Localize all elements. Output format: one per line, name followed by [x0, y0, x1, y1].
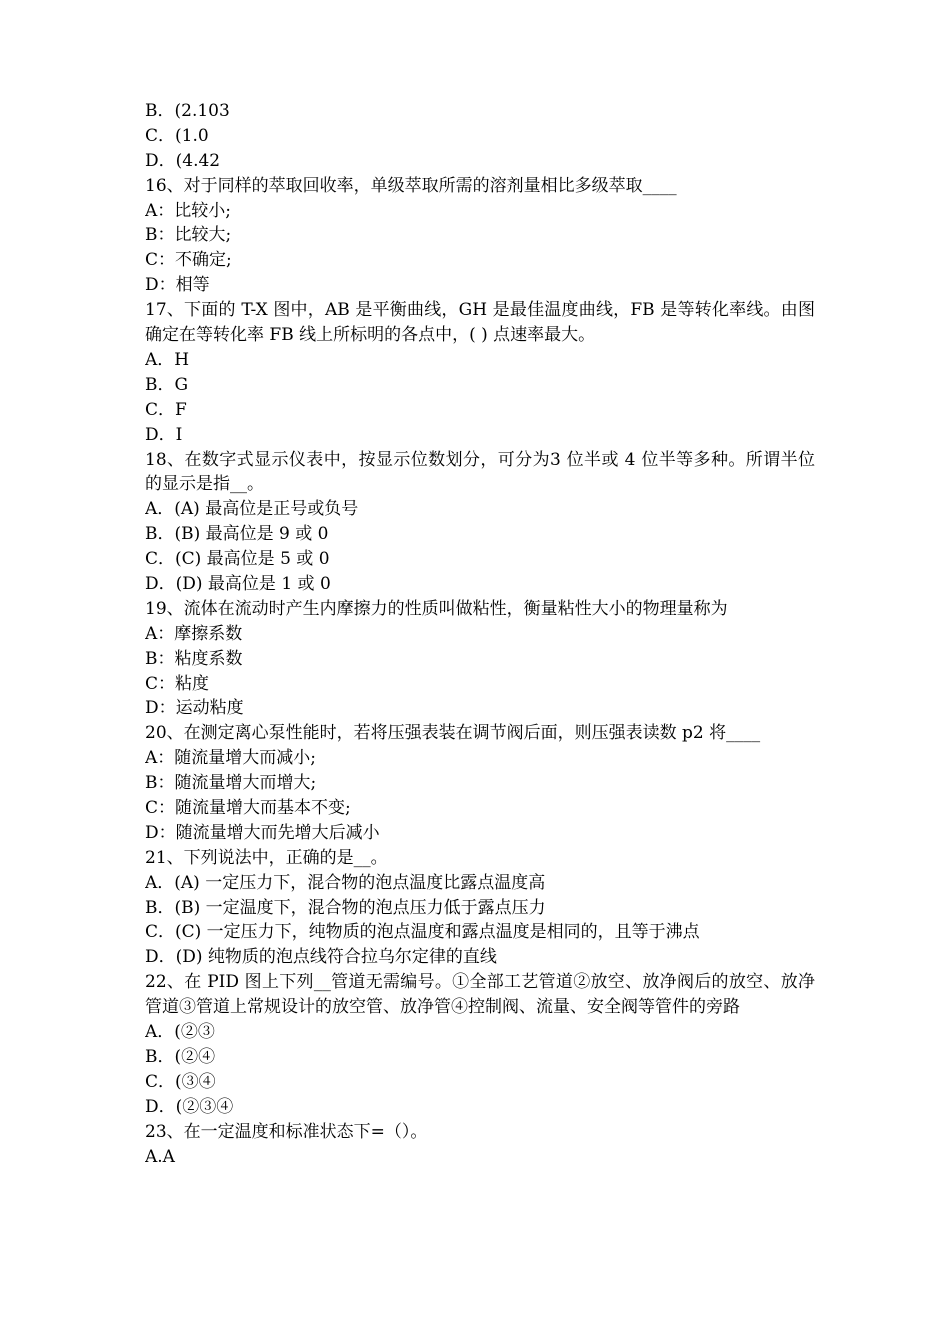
option-line: B．(2.103 [145, 101, 230, 121]
option-line: A：摩擦系数 [145, 623, 243, 644]
option-line: C：粘度 [145, 673, 210, 694]
document-page [145, 99, 815, 1169]
option-line: A．(②③ [145, 1022, 215, 1043]
option-line: D．(D) 纯物质的泡点线符合拉乌尔定律的直线 [145, 947, 497, 968]
option-line: B．(B) 最高位是 9 或 0 [145, 524, 329, 545]
option-line: D．(4.42 [145, 150, 221, 171]
question-23: 23、在一定温度和标准状态下=（）。 [145, 1121, 428, 1142]
option-line: D：运动粘度 [145, 698, 244, 719]
option-line: C．(③④ [145, 1071, 216, 1092]
option-line: A：随流量增大而减小; [145, 748, 317, 769]
option-line: B：比较大; [145, 225, 232, 246]
option-line: B：随流量增大而增大; [145, 773, 317, 794]
question-20: 20、在测定离心泵性能时，若将压强表装在调节阀后面，则压强表读数 p2 将____ [145, 723, 761, 744]
option-line: D：相等 [145, 275, 210, 296]
option-line: D．I [145, 424, 183, 445]
option-line: A．(A) 一定压力下，混合物的泡点温度比露点温度高 [145, 872, 546, 893]
option-line: C．(C) 一定压力下，纯物质的泡点温度和露点温度是相同的，且等于沸点 [145, 922, 700, 943]
option-line: C．(C) 最高位是 5 或 0 [145, 549, 330, 570]
question-22: 22、在 PID 图上下列__管道无需编号。①全部工艺管道②放空、放净阀后的放空、放净管道③管道上常规设计的放空管、放净管④控制阀、流量、安全阀等管件的旁路 [145, 972, 815, 1018]
option-line: B．G [145, 374, 189, 395]
option-line: A．H [145, 349, 190, 370]
question-21: 21、下列说法中，正确的是__。 [145, 847, 388, 868]
option-line: D：随流量增大而先增大后减小 [145, 822, 380, 843]
option-line: B．(B) 一定温度下，混合物的泡点压力低于露点压力 [145, 897, 546, 918]
option-line: D．(②③④ [145, 1096, 234, 1117]
option-line: C．F [145, 399, 187, 420]
question-17: 17、下面的 T-X 图中，AB 是平衡曲线，GH 是最佳温度曲线，FB 是等转化率线。由图确定在等转化率 FB 线上所标明的各点中，( ) 点速率最大。 [145, 300, 815, 346]
option-line: D．(D) 最高位是 1 或 0 [145, 573, 331, 594]
option-line: A．(A) 最高位是正号或负号 [145, 499, 359, 520]
option-line: C．(1.0 [145, 125, 209, 146]
question-19: 19、流体在流动时产生内摩擦力的性质叫做粘性，衡量粘性大小的物理量称为 [145, 598, 728, 619]
option-line: A.A [145, 1146, 175, 1167]
option-line: B：粘度系数 [145, 648, 243, 669]
option-line: B．(②④ [145, 1046, 216, 1067]
option-line: A：比较小; [145, 200, 232, 221]
option-line: C：随流量增大而基本不变; [145, 798, 351, 818]
question-18: 18、在数字式显示仪表中，按显示位数划分，可分为3 位半或 4 位半等多种。所谓半位的显示是指__。 [145, 449, 815, 495]
question-16: 16、对于同样的萃取回收率，单级萃取所需的溶剂量相比多级萃取____ [145, 175, 677, 196]
option-line: C：不确定; [145, 250, 232, 271]
